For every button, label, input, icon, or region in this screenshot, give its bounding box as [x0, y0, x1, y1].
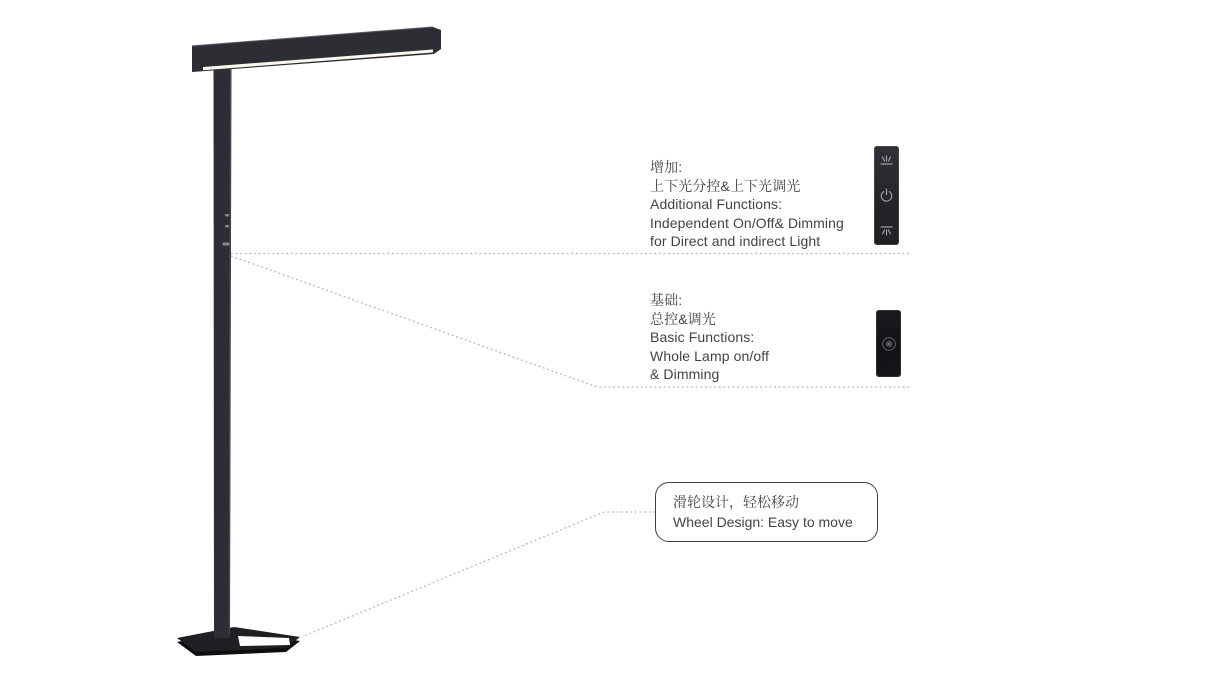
- callout-additional-functions: [650, 158, 844, 251]
- leader-line-basic: [231, 256, 910, 387]
- callout-line: 上下光分控&上下光调光: [650, 177, 801, 194]
- down-light-icon: [879, 225, 894, 237]
- dimmer-icon: [881, 336, 897, 352]
- power-icon: [879, 188, 894, 203]
- control-panel-1-button: [876, 310, 901, 377]
- callout-wheel-design-box: [655, 482, 878, 542]
- callout-line: 增加:: [650, 159, 683, 175]
- callout-line: 滑轮设计，轻松移动: [673, 494, 799, 510]
- callout-line: Independent On/Off& Dimming: [650, 214, 844, 231]
- callout-basic-functions: [650, 291, 769, 384]
- callout-line: Wheel Design: Easy to move: [673, 514, 853, 530]
- callout-line: Basic Functions:: [650, 329, 755, 346]
- lamp-pole: [214, 56, 232, 638]
- callout-line: Additional Functions:: [650, 196, 783, 213]
- up-light-icon: [879, 154, 894, 166]
- callout-line: 基础:: [650, 292, 683, 308]
- leader-lines: [231, 254, 910, 637]
- callout-line: & Dimming: [650, 366, 720, 383]
- callout-line: Whole Lamp on/off: [650, 347, 769, 364]
- callout-line: for Direct and indirect Light: [650, 233, 821, 250]
- control-panel-3-button: [874, 146, 899, 245]
- callout-line: 总控&调光: [650, 310, 716, 327]
- leader-line-wheel: [304, 512, 655, 636]
